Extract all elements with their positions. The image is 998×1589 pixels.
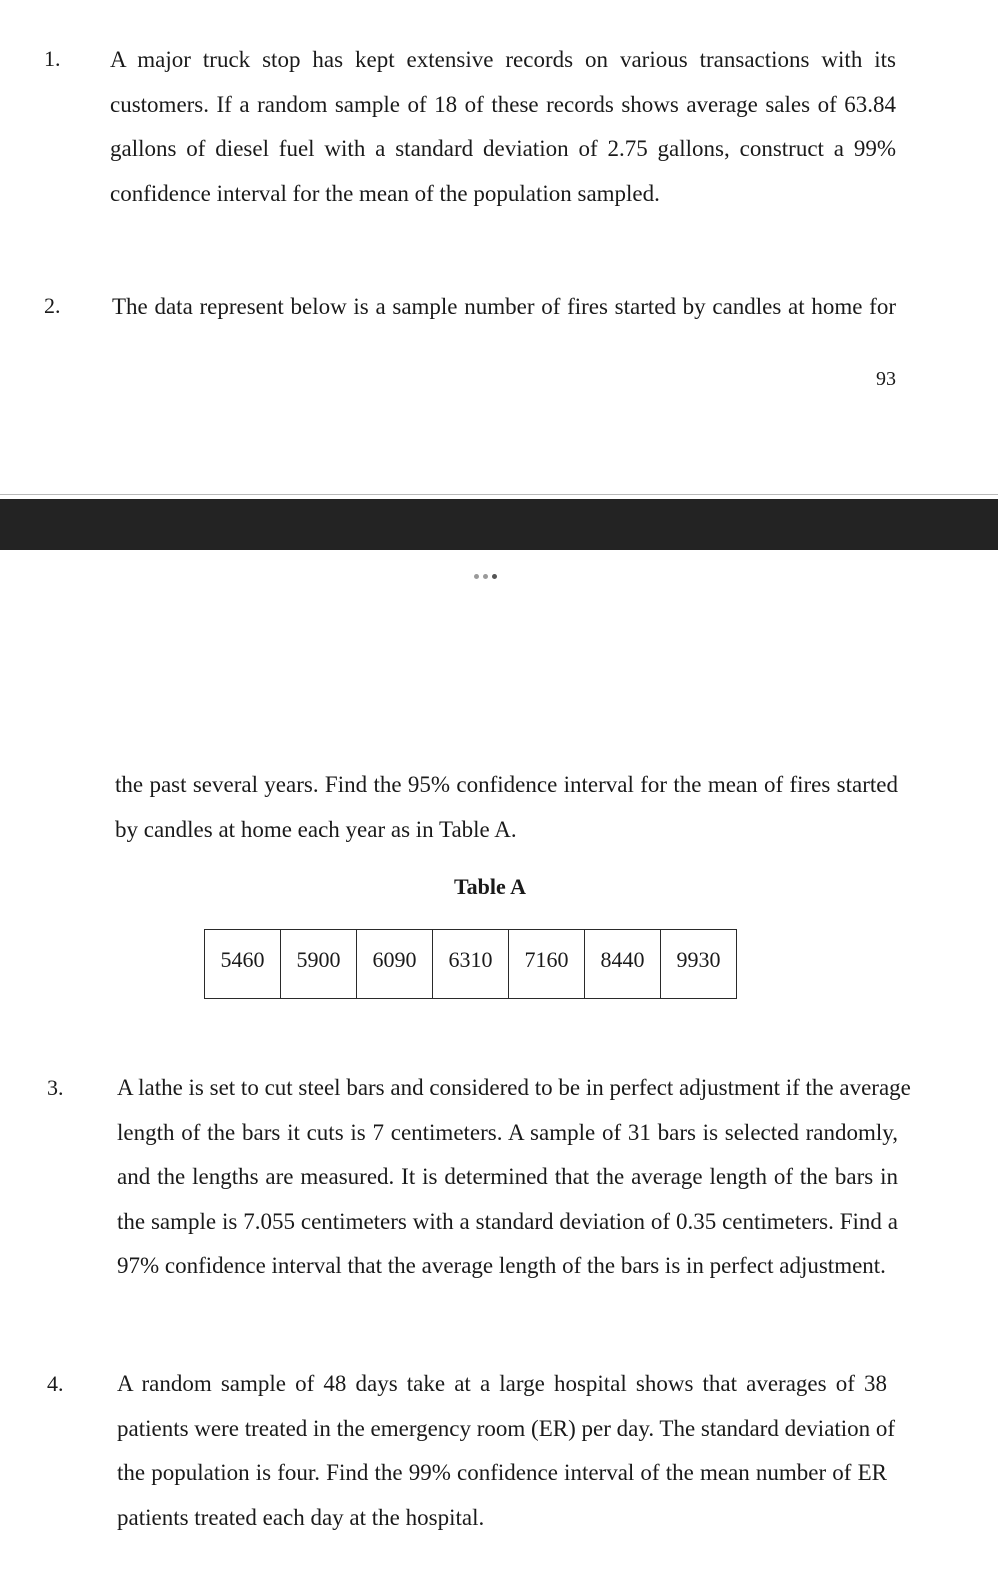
question-1-line: confidence interval for the mean of the population sampled.: [110, 180, 660, 206]
page-number: 93: [876, 368, 896, 390]
question-2-line: by candles at home each year as in Table A.: [115, 816, 517, 842]
table-a-title: Table A: [454, 874, 526, 899]
table-cell: 7160: [509, 930, 585, 999]
question-2-line: the past several years. Find the 95% confidence interval for the mean of fires started: [115, 772, 898, 797]
question-1-line: gallons of diesel fuel with a standard deviation of 2.75 gallons, construct a 99%: [110, 136, 896, 161]
question-2-number: 2.: [44, 293, 61, 318]
question-3-line: A lathe is set to cut steel bars and considered to be in perfect adjustment if the average: [117, 1075, 911, 1100]
question-3-number: 3.: [47, 1075, 64, 1100]
question-4-line: the population is four. Find the 99% confidence interval of the mean number of ER: [117, 1460, 887, 1485]
table-cell: 6310: [433, 930, 509, 999]
question-4-line: patients treated each day at the hospital.: [117, 1504, 485, 1530]
table-cell: 9930: [661, 930, 737, 999]
table-cell: 8440: [585, 930, 661, 999]
table-row: [205, 930, 737, 999]
question-3-line: and the lengths are measured. It is determined that the average length of the bars in: [117, 1164, 898, 1189]
table-a: [204, 929, 737, 999]
question-1-line: A major truck stop has kept extensive records on various transactions with its: [110, 47, 896, 72]
question-3-line: the sample is 7.055 centimeters with a standard deviation of 0.35 centimeters. Find a: [117, 1208, 898, 1234]
table-cell: 5900: [281, 930, 357, 999]
question-1-text: [110, 38, 896, 216]
question-1-number: 1.: [44, 46, 61, 71]
question-2-text-top: [112, 285, 896, 330]
question-4-number: 4.: [47, 1371, 64, 1396]
table-cell: 6090: [357, 930, 433, 999]
page-break-band: [0, 499, 998, 550]
more-options-icon[interactable]: [474, 566, 506, 576]
question-3-line: 97% confidence interval that the average length of the bars is in perfect adjustment.: [117, 1253, 886, 1278]
question-2-line: The data represent below is a sample number of fires started by candles at home for: [112, 294, 896, 319]
question-4-line: A random sample of 48 days take at a large hospital shows that averages of 38: [117, 1371, 887, 1396]
question-2-text-bottom: [115, 763, 898, 852]
question-4-text: [117, 1362, 896, 1540]
question-3-text: [117, 1066, 911, 1289]
page-divider: [0, 494, 998, 495]
question-1-line: customers. If a random sample of 18 of these records shows average sales of 63.84: [110, 91, 896, 117]
table-cell: 5460: [205, 930, 281, 999]
question-3-line: length of the bars it cuts is 7 centimeters. A sample of 31 bars is selected randomly,: [117, 1119, 898, 1145]
question-4-line: patients were treated in the emergency room (ER) per day. The standard deviation of: [117, 1415, 896, 1441]
